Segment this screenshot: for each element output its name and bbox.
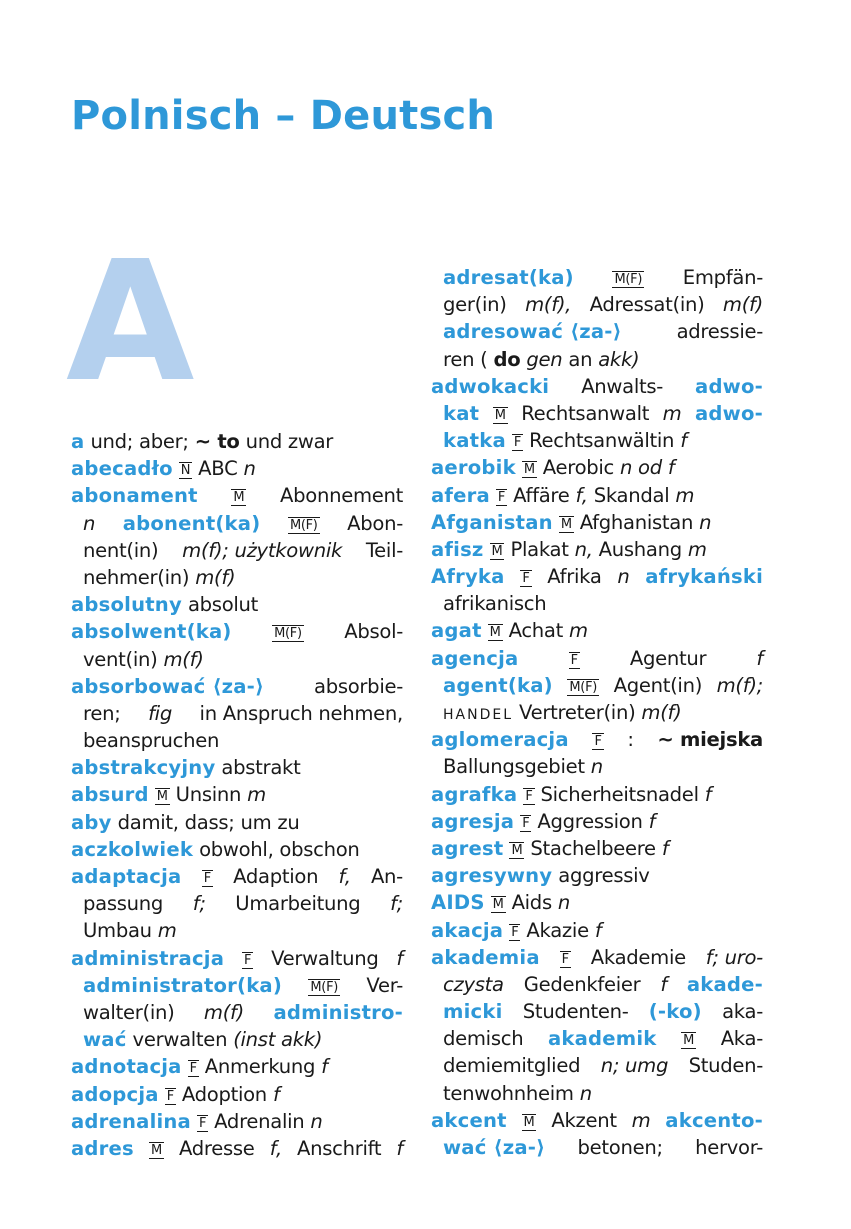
headword: micki (443, 1000, 503, 1024)
translation-text: walter(in) (83, 1000, 175, 1024)
headword: agresywny (431, 864, 553, 888)
translation-text: Adressat(in) (589, 293, 705, 317)
gender-marker: M (233, 490, 245, 506)
translation-text: beanspruchen (83, 729, 220, 753)
dictionary-line (431, 400, 763, 427)
grammar-note: n; umg (600, 1054, 669, 1078)
dictionary-line (71, 781, 403, 808)
headword: administrator(ka) (83, 973, 283, 997)
phrase: ~ miejska (657, 728, 763, 752)
translation-text: an (568, 347, 593, 371)
translation-text: Unsinn (175, 783, 242, 807)
grammar-note: f; uro- (705, 945, 763, 969)
dictionary-line (431, 998, 763, 1025)
grammar-note: n (310, 1109, 323, 1133)
translation-text: Plakat (510, 537, 569, 561)
dictionary-line (71, 455, 403, 482)
headword: agencja (431, 646, 519, 670)
translation-text: nehmer(in) (83, 565, 190, 589)
gender-marker: M (523, 462, 535, 478)
translation-text: Teil- (365, 538, 403, 562)
translation-text: damit, dass; um zu (117, 810, 300, 834)
grammar-note: m(f); (716, 673, 763, 697)
dictionary-line (71, 646, 403, 673)
dictionary-line (71, 1108, 403, 1135)
grammar-note: n (83, 511, 96, 535)
dictionary-line (431, 1134, 763, 1161)
dictionary-line (71, 999, 403, 1026)
translation-text: Ver- (366, 973, 403, 997)
translation-text: Vertreter(in) (519, 701, 636, 724)
translation-text: Adrenalin (214, 1109, 305, 1133)
dictionary-column-right (431, 264, 763, 1161)
dictionary-line (71, 1081, 403, 1108)
dictionary-line (431, 889, 763, 916)
dictionary-line (71, 917, 403, 944)
dictionary-line (71, 863, 403, 890)
translation-text: Aggression (537, 809, 643, 833)
translation-text: Akazie (526, 918, 589, 942)
headword: katka (443, 429, 506, 453)
grammar-note: m (631, 1108, 651, 1132)
gender-marker: F (203, 871, 211, 886)
headword: aglomeracja (431, 728, 569, 752)
dictionary-line (431, 971, 763, 998)
grammar-note: m (675, 483, 695, 507)
grammar-note: m(f); użytkownik (182, 538, 343, 562)
translation-text: Gedenkfeier (523, 972, 641, 996)
headword: akcento- (665, 1108, 763, 1132)
gender-marker: N (180, 463, 191, 479)
headword: agrafka (431, 782, 518, 806)
translation-text: Empfän- (682, 266, 763, 289)
translation-text: Stachelbeere (530, 836, 656, 860)
translation-text: Absol- (344, 620, 403, 644)
headword: (-ko) (648, 1000, 702, 1024)
translation-text: demiemitglied (443, 1054, 581, 1078)
grammar-note: m(f) (641, 701, 682, 724)
gender-marker: F (525, 788, 533, 804)
grammar-note: n (243, 457, 256, 481)
headword: agrest (431, 836, 504, 860)
headword: aerobik (431, 456, 516, 480)
gender-marker: M(F) (614, 272, 643, 287)
headword: afera (431, 483, 490, 507)
phrase: do (493, 347, 521, 371)
gender-marker: F (594, 734, 602, 750)
gender-marker: M (560, 516, 572, 532)
dictionary-line (71, 510, 403, 537)
translation-text: ger(in) (443, 293, 507, 317)
translation-text: Aerobic (542, 456, 615, 480)
grammar-note: f (272, 1082, 280, 1106)
translation-text: Akademie (590, 945, 686, 969)
translation-text: Adoption (181, 1082, 267, 1106)
headword: agent(ka) (443, 673, 553, 697)
gender-marker: F (166, 1088, 174, 1104)
gender-marker: F (570, 652, 578, 668)
headword: abonent(ka) (122, 511, 261, 535)
dictionary-line (71, 482, 403, 509)
grammar-note: n (699, 510, 712, 534)
translation-text: Afghanistan (579, 510, 694, 534)
headword: wać (83, 1028, 127, 1052)
gender-marker: M (494, 407, 506, 423)
grammar-note: n, (574, 537, 593, 561)
grammar-note: (inst akk) (233, 1028, 323, 1052)
translation-text: Anmerkung (204, 1055, 316, 1079)
section-letter: A (66, 226, 195, 419)
translation-text: tenwohnheim (443, 1081, 574, 1105)
gender-marker: M(F) (289, 517, 318, 533)
translation-text: Agent(in) (613, 673, 703, 697)
dictionary-line (431, 917, 763, 944)
dictionary-line (431, 617, 763, 644)
dictionary-line (431, 944, 763, 971)
grammar-note: f (660, 972, 667, 996)
headword: absolutny (71, 593, 182, 617)
grammar-note: n (557, 891, 570, 915)
grammar-note: m(f) (163, 647, 204, 671)
translation-text: Verwaltung (271, 946, 379, 970)
translation-text: ren; (83, 701, 121, 725)
translation-text: demisch (443, 1027, 524, 1051)
dictionary-line (71, 700, 403, 727)
gender-marker: F (561, 951, 569, 967)
translation-text: Umbau (83, 919, 152, 943)
grammar-note: m (157, 919, 177, 943)
headword: akademik (547, 1027, 657, 1051)
translation-text: Aushang (598, 537, 682, 561)
grammar-note: f (704, 782, 712, 806)
headword: agat (431, 619, 482, 643)
translation-text: adressie- (676, 320, 763, 344)
dictionary-line (71, 1026, 403, 1053)
dictionary-line (431, 781, 763, 808)
grammar-note: n (617, 565, 630, 589)
grammar-note: m (662, 401, 682, 425)
dictionary-line (431, 373, 763, 400)
translation-text: aka- (722, 1000, 763, 1024)
dictionary-line (431, 318, 763, 345)
headword: aby (71, 810, 112, 834)
headword: AIDS (431, 891, 485, 915)
grammar-note: m(f) (203, 1000, 244, 1024)
dictionary-line (71, 754, 403, 781)
translation-text: Umarbeitung (235, 892, 361, 916)
headword: adresować ⟨za-⟩ (443, 320, 622, 344)
gender-marker: M (511, 842, 523, 858)
dictionary-line (71, 428, 403, 455)
dictionary-line (431, 645, 763, 672)
grammar-note: n (579, 1081, 592, 1105)
translation-text: Agentur (629, 646, 707, 670)
grammar-note: f, (269, 1136, 282, 1160)
translation-text: Abon- (347, 511, 403, 535)
translation-text: Affäre (513, 483, 570, 507)
translation-text: nent(in) (83, 538, 159, 562)
dictionary-line (431, 699, 763, 726)
grammar-note: m(f), (525, 293, 572, 317)
grammar-note: n od f (620, 456, 675, 480)
translation-text: absolut (187, 593, 259, 617)
grammar-note: f, (575, 483, 588, 507)
dictionary-column-left (71, 428, 403, 1162)
gender-marker: M (492, 897, 504, 913)
headword: agresja (431, 809, 515, 833)
headword: adres (71, 1136, 134, 1160)
grammar-note: gen (526, 347, 563, 371)
grammar-note: m (247, 783, 266, 807)
headword: absolwent(ka) (71, 620, 232, 644)
dictionary-line (431, 427, 763, 454)
dictionary-line (431, 835, 763, 862)
gender-marker: M(F) (274, 626, 302, 642)
headword: akacja (431, 918, 504, 942)
dictionary-line (71, 972, 403, 999)
translation-text: afrikanisch (443, 592, 547, 616)
grammar-note: f (680, 429, 687, 453)
translation-text: Afrika (547, 565, 602, 589)
gender-marker: M (489, 625, 501, 641)
translation-text: betonen; (577, 1136, 663, 1159)
headword: adwokacki (431, 374, 550, 398)
dictionary-line (431, 672, 763, 699)
headword: absurd (71, 783, 149, 807)
dictionary-line (431, 753, 763, 780)
gender-marker: F (522, 815, 530, 831)
translation-text: Adaption (233, 865, 319, 888)
headword: kat (443, 401, 480, 425)
phrase: ~ to (194, 430, 240, 453)
translation-text: Anwalts- (581, 374, 664, 398)
grammar-note: f (396, 1136, 403, 1160)
grammar-note: n (590, 755, 603, 779)
headword: wać ⟨za-⟩ (443, 1136, 546, 1159)
dictionary-line (431, 536, 763, 563)
headword: administracja (71, 946, 225, 970)
translation-text: Akzent (551, 1108, 617, 1132)
dictionary-line (71, 1135, 403, 1162)
dictionary-line (71, 836, 403, 863)
translation-text: Aka- (720, 1027, 763, 1051)
translation-text: obwohl, obschon (199, 837, 360, 861)
dictionary-line (71, 673, 403, 700)
headword: adwo- (695, 374, 763, 398)
headword: abonament (71, 484, 198, 508)
translation-text: Skandal (593, 483, 670, 507)
translation-text: aggressiv (558, 864, 650, 888)
grammar-note: czysta (443, 972, 504, 996)
headword: afrykański (645, 565, 763, 589)
grammar-note: f (396, 946, 403, 970)
translation-text: absorbie- (313, 674, 403, 698)
translation-text: ABC (198, 457, 238, 481)
dictionary-line (71, 727, 403, 754)
gender-marker: M(F) (310, 979, 339, 995)
headword: abecadło (71, 457, 173, 481)
gender-marker: F (189, 1061, 197, 1077)
grammar-note: m (569, 619, 588, 643)
translation-text: Achat (508, 619, 564, 643)
grammar-note: m (687, 537, 707, 561)
translation-text: Adresse (179, 1136, 255, 1160)
dictionary-line (431, 291, 763, 318)
headword: a (71, 430, 85, 453)
translation-text: Aids (511, 891, 552, 915)
translation-text: Abonnement (280, 484, 403, 508)
grammar-note: f; (390, 892, 403, 916)
gender-marker: F (513, 435, 522, 451)
translation-text: An- (370, 865, 403, 888)
dictionary-line (431, 1080, 763, 1107)
dictionary-line (71, 1053, 403, 1080)
headword: adrenalina (71, 1109, 191, 1133)
dictionary-line (431, 1107, 763, 1134)
headword: adnotacja (71, 1055, 182, 1079)
gender-marker: F (522, 571, 530, 587)
dictionary-line (431, 808, 763, 835)
dictionary-line (431, 509, 763, 536)
gender-marker: F (511, 924, 519, 940)
dictionary-line (431, 1052, 763, 1079)
headword: Afganistan (431, 510, 553, 534)
grammar-note: f (321, 1055, 328, 1079)
dictionary-line (71, 809, 403, 836)
grammar-note: f (594, 918, 602, 942)
grammar-note: fig (148, 701, 172, 725)
translation-text: passung (83, 892, 164, 916)
dictionary-line (71, 537, 403, 564)
headword: afisz (431, 537, 484, 561)
grammar-note: f, (338, 865, 351, 888)
translation-text: ren ( (443, 347, 488, 371)
translation-text: : (627, 728, 634, 752)
headword: adresat(ka) (443, 266, 574, 289)
translation-text: Studenten- (522, 1000, 629, 1024)
translation-text: in Anspruch nehmen, (199, 701, 403, 725)
grammar-note: akk) (598, 347, 640, 371)
headword: aczkolwiek (71, 837, 194, 861)
translation-text: und zwar (245, 430, 334, 453)
dictionary-line (431, 590, 763, 617)
dictionary-line (71, 945, 403, 972)
page-title: Polnisch – Deutsch (71, 93, 496, 139)
dictionary-line (431, 563, 763, 590)
dictionary-line (71, 890, 403, 917)
translation-text: Studen- (688, 1054, 763, 1078)
dictionary-line (431, 264, 763, 291)
headword: adaptacja (71, 865, 182, 888)
dictionary-line (431, 1025, 763, 1052)
gender-marker: M(F) (569, 679, 598, 695)
translation-text: verwalten (132, 1028, 228, 1052)
gender-marker: M (156, 789, 168, 805)
headword: Afryka (431, 565, 505, 589)
headword: akade- (686, 972, 763, 996)
dictionary-line (431, 346, 763, 373)
grammar-note: m(f) (195, 565, 236, 589)
dictionary-line (71, 564, 403, 591)
dictionary-line (431, 862, 763, 889)
grammar-note: f (661, 836, 669, 860)
gender-marker: F (244, 952, 252, 968)
translation-text: und; aber; (90, 430, 189, 453)
headword: akcent (431, 1108, 507, 1132)
translation-text: Sicherheitsnadel (540, 782, 699, 806)
headword: absorbować ⟨za-⟩ (71, 674, 265, 698)
translation-text: Anschrift (296, 1136, 382, 1160)
translation-text: Ballungsgebiet (443, 755, 585, 779)
grammar-note: m(f) (722, 293, 763, 317)
gender-marker: F (198, 1115, 207, 1131)
grammar-note: f; (192, 892, 206, 916)
translation-text: Rechtsanwalt (521, 401, 650, 425)
gender-marker: M (491, 543, 503, 559)
grammar-note: f (756, 646, 763, 670)
gender-marker: M (150, 1142, 162, 1158)
translation-text: vent(in) (83, 647, 158, 671)
headword: adopcja (71, 1082, 159, 1106)
gender-marker: M (523, 1114, 535, 1130)
headword: akademia (431, 945, 540, 969)
dictionary-line (431, 726, 763, 753)
dictionary-line (71, 618, 403, 645)
dictionary-line (71, 591, 403, 618)
dictionary-line (431, 454, 763, 481)
gender-marker: M (683, 1033, 695, 1049)
gender-marker: F (497, 489, 506, 505)
grammar-note: f (648, 809, 656, 833)
translation-text: hervor- (695, 1136, 763, 1159)
headword: administro- (273, 1000, 403, 1024)
translation-text: abstrakt (221, 756, 301, 780)
dictionary-line (431, 482, 763, 509)
headword: adwo- (695, 401, 763, 425)
domain-label: HANDEL (443, 707, 514, 723)
translation-text: Rechtsanwältin (529, 429, 675, 453)
headword: abstrakcyjny (71, 756, 216, 780)
